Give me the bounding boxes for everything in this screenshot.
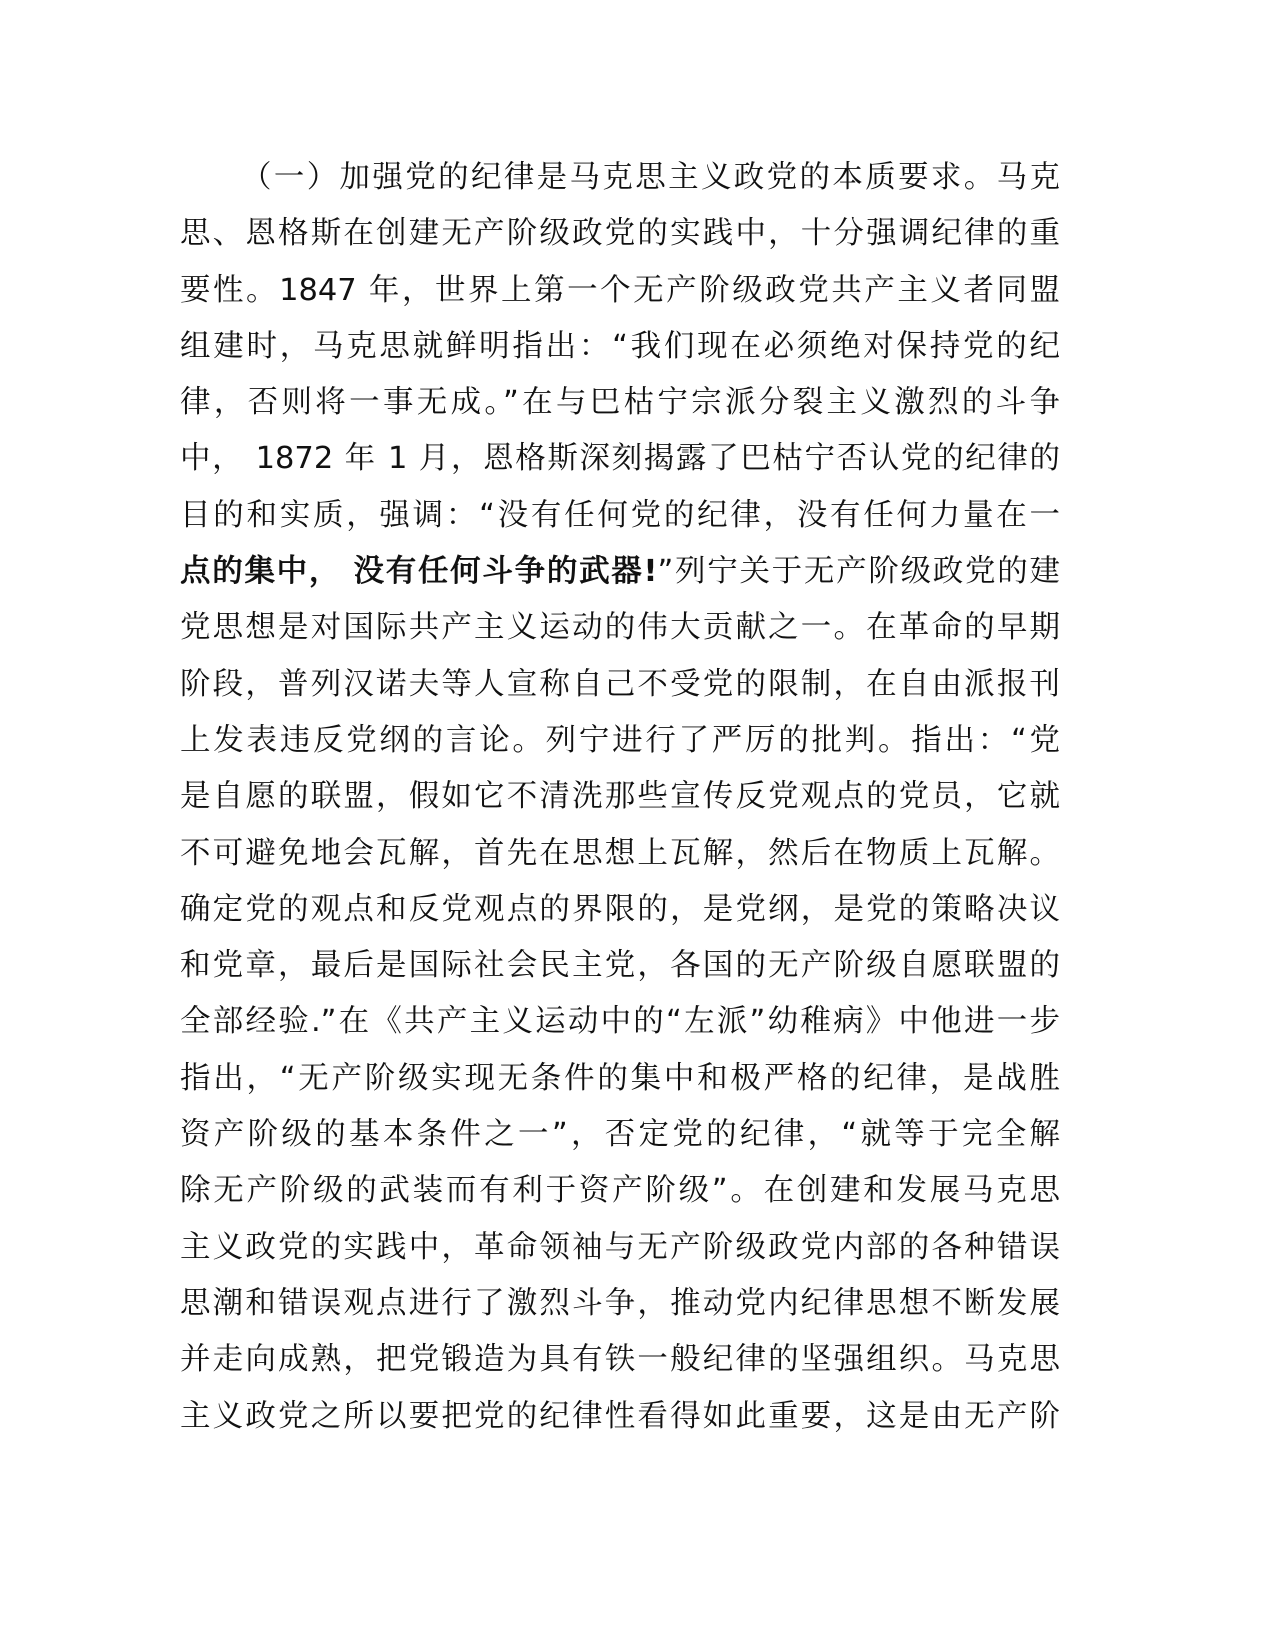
text-line-18: 资产阶级的基本条件之一”，否定党的纪律，“就等于完全解	[180, 1117, 1060, 1153]
text-line-10: 阶段，普列汉诺夫等人宣称自己不受党的限制，在自由派报刊	[180, 666, 1060, 702]
text-line-3: 要性。1847 年，世界上第一个无产阶级政党共产主义者同盟	[180, 272, 1060, 308]
body-paragraph	[180, 150, 1060, 1445]
text-line-21: 思潮和错误观点进行了激烈斗争，推动党内纪律思想不断发展	[180, 1285, 1060, 1321]
text-line-8	[180, 544, 1060, 600]
text-line-12: 是自愿的联盟，假如它不清洗那些宣传反党观点的党员，它就	[180, 779, 1060, 815]
text-line-4: 组建时，马克思就鲜明指出：“我们现在必须绝对保持党的纪	[180, 328, 1060, 364]
text-line-19: 除无产阶级的武装而有利于资产阶级”。在创建和发展马克思	[180, 1173, 1060, 1209]
text-line-7: 目的和实质，强调：“没有任何党的纪律，没有任何力量在一	[180, 497, 1060, 533]
text-line-16: 全部经验.”在《共产主义运动中的“左派”幼稚病》中他进一步	[180, 1004, 1060, 1040]
text-line-23: 主义政党之所以要把党的纪律性看得如此重要，这是由无产阶	[180, 1398, 1060, 1434]
text-line-6: 中， 1872 年 1 月，恩格斯深刻揭露了巴枯宁否认党的纪律的	[180, 441, 1060, 477]
text-line-15: 和党章，最后是国际社会民主党，各国的无产阶级自愿联盟的	[180, 948, 1060, 984]
text-line-9: 党思想是对国际共产主义运动的伟大贡献之一。在革命的早期	[180, 610, 1060, 646]
text-line-22: 并走向成熟，把党锻造为具有铁一般纪律的坚强组织。马克思	[180, 1342, 1060, 1378]
text-line-2: 思、恩格斯在创建无产阶级政党的实践中，十分强调纪律的重	[180, 216, 1060, 252]
text-line-20: 主义政党的实践中，革命领袖与无产阶级政党内部的各种错误	[180, 1229, 1060, 1265]
text-line-1: （一）加强党的纪律是马克思主义政党的本质要求。马克	[241, 160, 1060, 195]
text-line-11: 上发表违反党纲的言论。列宁进行了严厉的批判。指出：“党	[180, 722, 1060, 758]
text-line-5: 律，否则将一事无成。”在与巴枯宁宗派分裂主义激烈的斗争	[180, 385, 1060, 421]
text-line-14: 确定党的观点和反党观点的界限的，是党纲，是党的策略决议	[180, 891, 1060, 927]
text-line-8-rest: ”列宁关于无产阶级政党的建	[657, 554, 1060, 590]
emphasized-quote: 点的集中， 没有任何斗争的武器!	[180, 554, 658, 590]
text-line-17: 指出，“无产阶级实现无条件的集中和极严格的纪律，是战胜	[180, 1060, 1060, 1096]
text-line-13: 不可避免地会瓦解，首先在思想上瓦解，然后在物质上瓦解。	[180, 835, 1060, 871]
